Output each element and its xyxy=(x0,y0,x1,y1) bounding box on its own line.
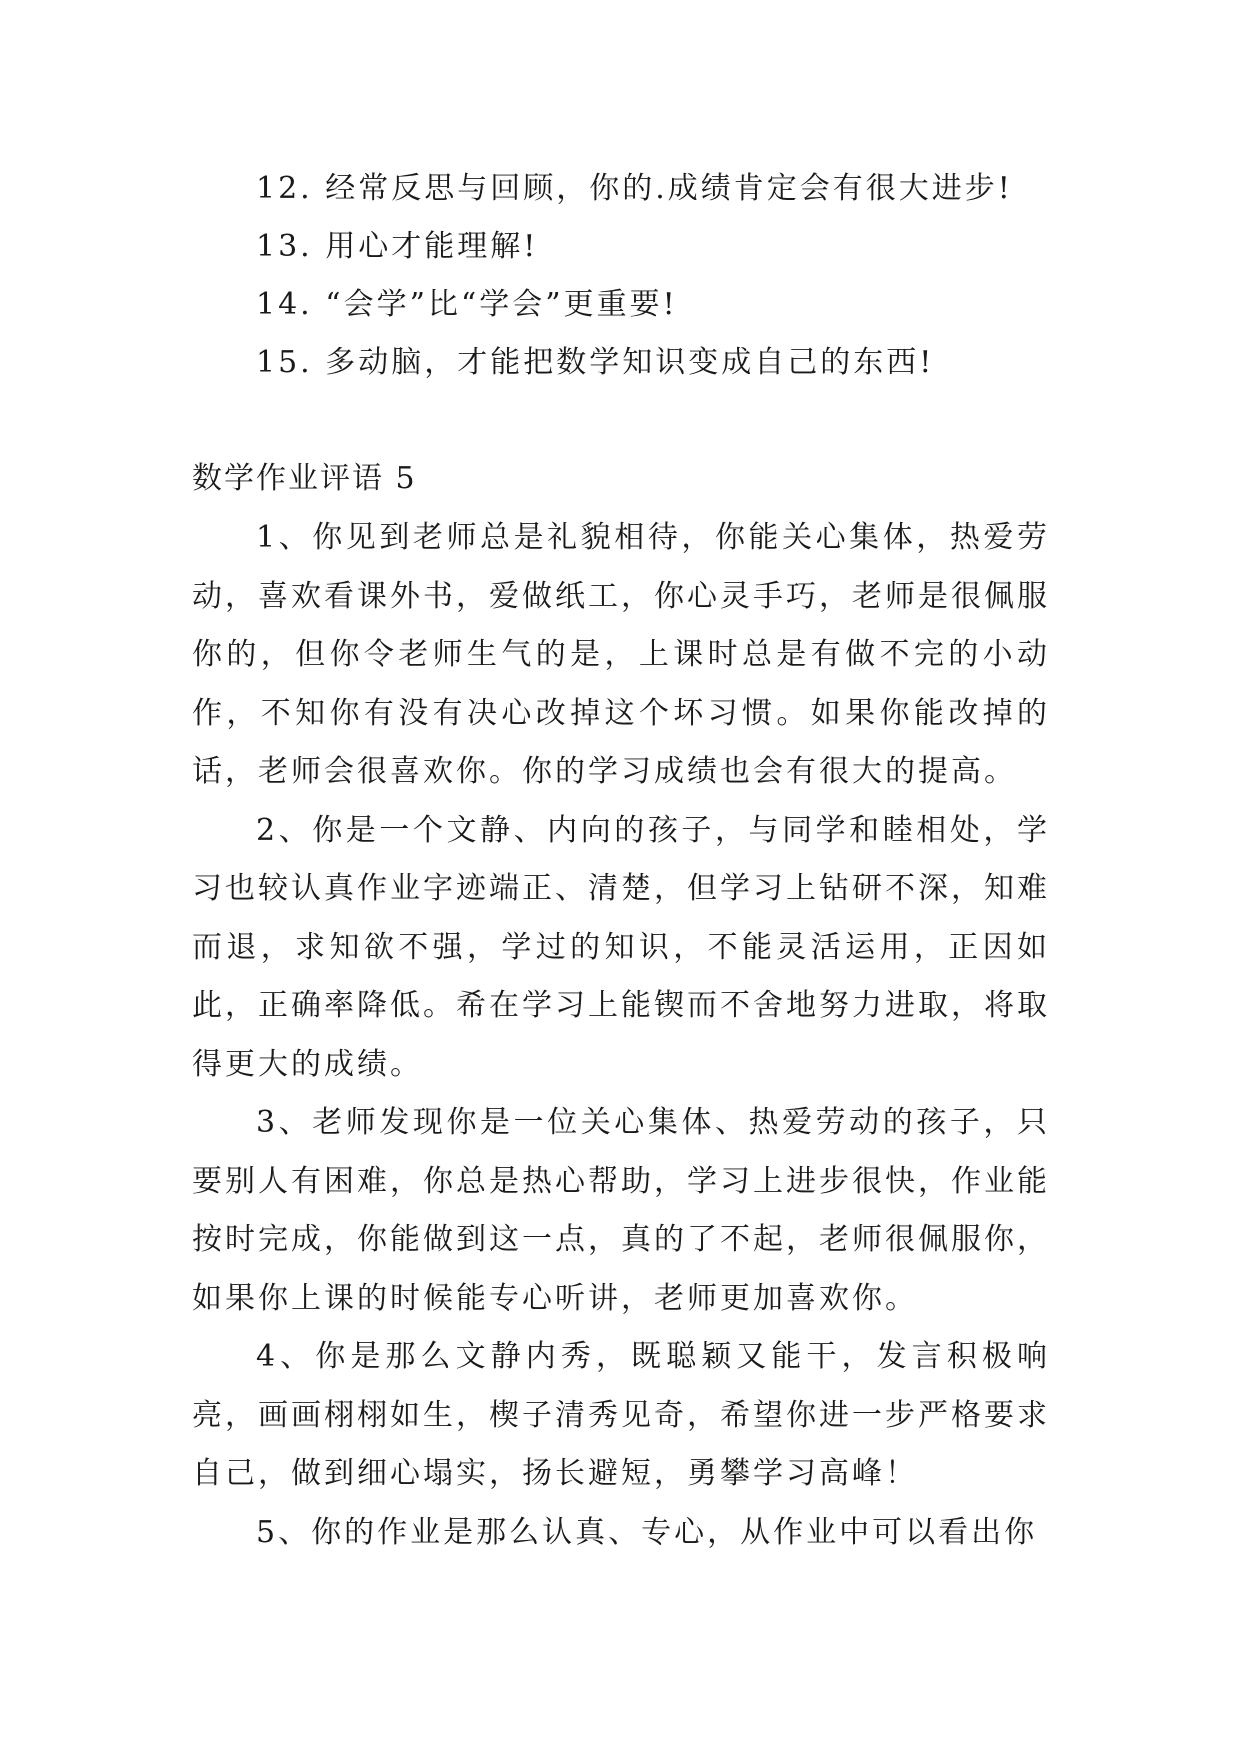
comment-list-continued xyxy=(256,160,1056,392)
comment-paragraph-3: 3、老师发现你是一位关心集体、热爱劳动的孩子，只要别人有困难，你总是热心帮助，学习上进步很快，作业能按时完成，你能做到这一点，真的了不起，老师很佩服你，如果你上课的时候能专心听讲，老师更加喜欢你。 xyxy=(192,1105,1050,1316)
list-item: 12. 经常反思与回顾，你的.成绩肯定会有很大进步! xyxy=(256,171,1013,206)
comment-paragraph-5: 5、你的作业是那么认真、专心，从作业中可以看出你 xyxy=(256,1514,1038,1550)
list-item: 13. 用心才能理解! xyxy=(256,229,539,264)
comment-paragraph-4: 4、你是那么文静内秀，既聪颖又能干，发言积极响亮，画画栩栩如生，楔子清秀见奇，希望你进一步严格要求自己，做到细心塌实，扬长避短，勇攀学习高峰！ xyxy=(192,1339,1050,1491)
section-body xyxy=(192,509,1050,1562)
list-item: 14. “会学”比“学会”更重要! xyxy=(256,287,678,322)
section-heading: 数学作业评语 5 xyxy=(192,461,417,496)
comment-paragraph-2: 2、你是一个文静、内向的孩子，与同学和睦相处，学习也较认真作业字迹端正、清楚，但学习上钻研不深，知难而退，求知欲不强，学过的知识，不能灵活运用，正因如此，正确率降低。希在学习上能锲而不舍地努力进取，将取得更大的成绩。 xyxy=(192,812,1050,1082)
list-item: 15. 多动脑，才能把数学知识变成自己的东西! xyxy=(256,345,935,380)
comment-paragraph-1: 1、你见到老师总是礼貌相待，你能关心集体，热爱劳动，喜欢看课外书，爱做纸工，你心灵手巧，老师是很佩服你的，但你令老师生气的是，上课时总是有做不完的小动作，不知你有没有决心改掉这个坏习惯。如果你能改掉的话，老师会很喜欢你。你的学习成绩也会有很大的提高。 xyxy=(192,520,1050,789)
